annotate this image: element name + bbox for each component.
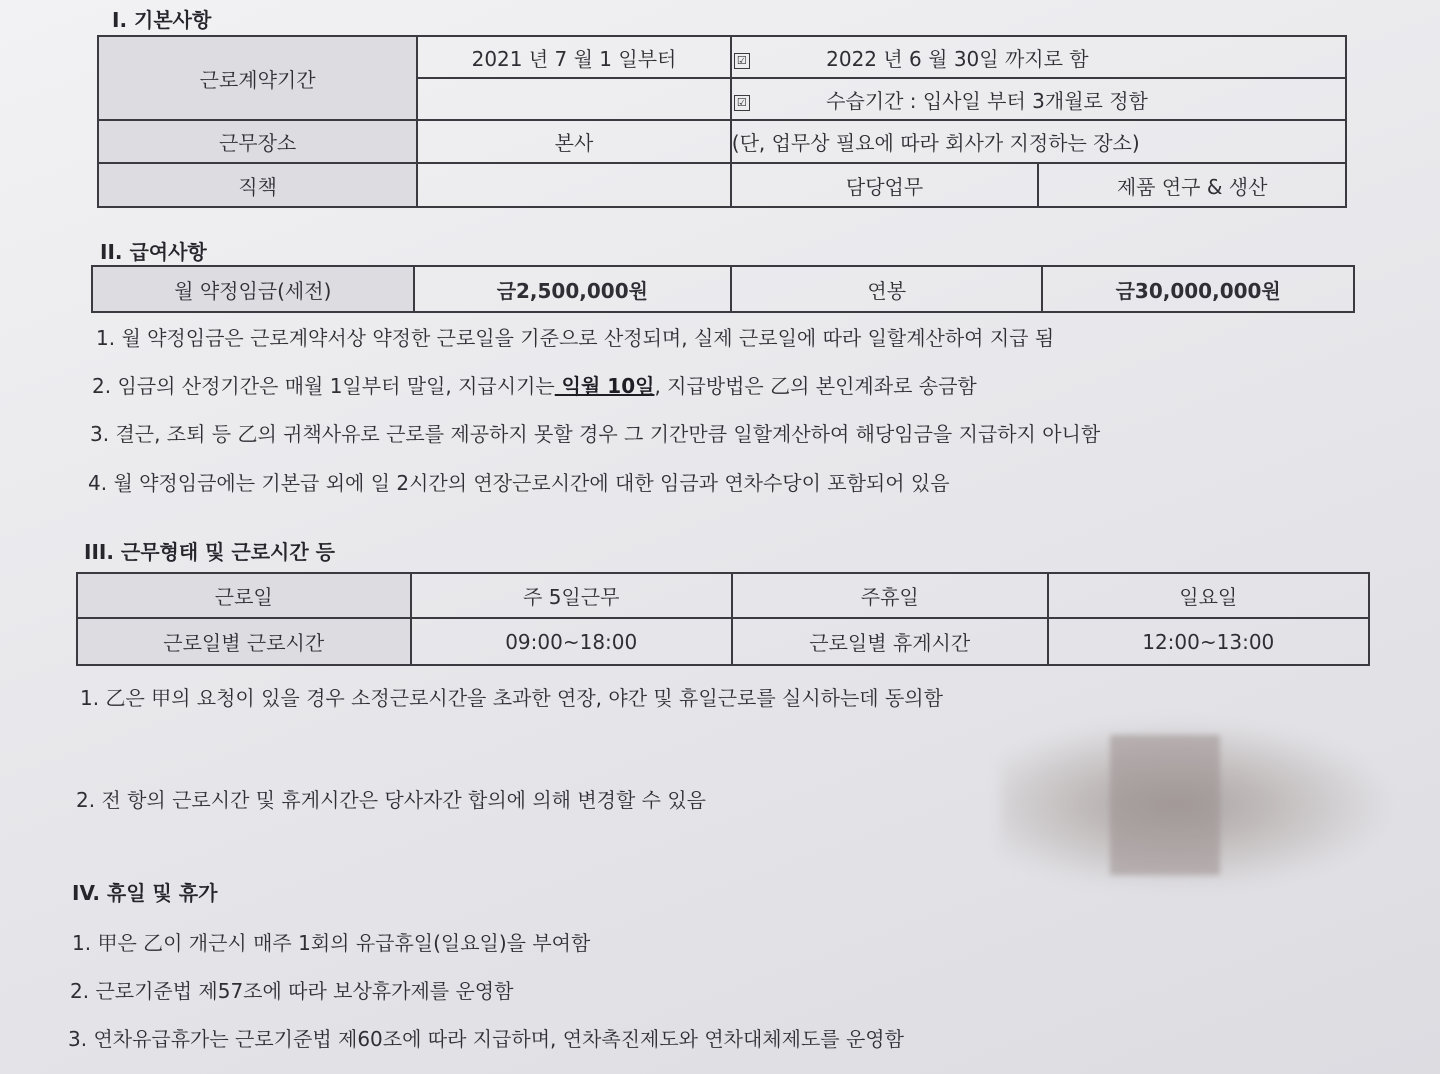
salary-item-2-post: , 지급방법은 乙의 본인계좌로 송금함 (654, 374, 977, 398)
workplace-label: 근무장소 (98, 120, 417, 163)
section2-heading: II. 급여사항 (100, 240, 207, 264)
position-label: 직책 (98, 163, 417, 207)
checkbox-icon: ☑ (734, 95, 750, 111)
probation-cell (731, 78, 1346, 120)
workplace-note: (단, 업무상 필요에 따라 회사가 지정하는 장소) (731, 120, 1346, 163)
leave-item-1: 1. 甲은 乙이 개근시 매주 1회의 유급휴일(일요일)을 부여함 (72, 931, 591, 955)
salary-item-4: 4. 월 약정임금에는 기본급 외에 일 2시간의 연장근로시간에 대한 임금과 연차수당이 포함되어 있음 (88, 471, 950, 495)
leave-item-2: 2. 근로기준법 제57조에 따라 보상휴가제를 운영함 (70, 979, 514, 1003)
annual-salary-label: 연봉 (731, 266, 1042, 312)
weekly-off-label: 주휴일 (732, 573, 1048, 618)
salary-item-3: 3. 결근, 조퇴 등 乙의 귀책사유로 근로를 제공하지 못할 경우 그 기간만큼 일할계산하여 해당임금을 지급하지 아니함 (90, 422, 1101, 446)
workday-label: 근로일 (77, 573, 411, 618)
duty-value: 제품 연구 & 생산 (1038, 163, 1346, 207)
salary-item-1: 1. 월 약정임금은 근로계약서상 약정한 근로일을 기준으로 산정되며, 실제 근로일에 따라 일할계산하여 지급 됨 (96, 326, 1055, 350)
leave-item-3: 3. 연차유급휴가는 근로기준법 제60조에 따라 지급하며, 연차촉진제도와 연차대체제도를 운영함 (68, 1027, 904, 1051)
duty-label: 담당업무 (731, 163, 1039, 207)
start-date: 2021 년 7 월 1 일부터 (417, 36, 731, 78)
break-time-value: 12:00~13:00 (1048, 618, 1369, 665)
annual-salary-value: 금30,000,000원 (1042, 266, 1354, 312)
salary-table (91, 265, 1355, 313)
section4-heading: IV. 휴일 및 휴가 (72, 881, 218, 905)
basic-info-table (97, 35, 1347, 208)
workday-value: 주 5일근무 (411, 573, 732, 618)
salary-item-2-pre: 2. 임금의 산정기간은 매월 1일부터 말일, 지급시기는 (92, 374, 555, 398)
redacted-seal-blur (1110, 735, 1220, 875)
section1-heading: I. 기본사항 (112, 8, 212, 32)
work-hours-value: 09:00~18:00 (411, 618, 732, 665)
work-hours-table (76, 572, 1370, 666)
end-date: 2022 년 6 월 30일 까지로 함 (826, 46, 1089, 71)
workplace-value: 본사 (417, 120, 731, 163)
empty-cell (417, 78, 731, 120)
weekly-off-value: 일요일 (1048, 573, 1369, 618)
section3-heading: III. 근무형태 및 근로시간 등 (84, 540, 335, 564)
checkbox-icon: ☑ (734, 53, 750, 69)
break-time-label: 근로일별 휴게시간 (732, 618, 1048, 665)
work-item-2: 2. 전 항의 근로시간 및 휴게시간은 당사자간 합의에 의해 변경할 수 있음 (76, 788, 706, 812)
position-value (417, 163, 731, 207)
end-date-cell (731, 36, 1346, 78)
contract-period-label: 근로계약기간 (98, 36, 417, 120)
monthly-wage-value: 금2,500,000원 (414, 266, 732, 312)
probation-text: 수습기간 : 입사일 부터 3개월로 정함 (826, 88, 1148, 113)
salary-item-2 (92, 370, 977, 399)
monthly-wage-label: 월 약정임금(세전) (92, 266, 414, 312)
payday-emphasis: 익월 10일 (554, 374, 655, 398)
work-hours-label: 근로일별 근로시간 (77, 618, 411, 665)
work-item-1: 1. 乙은 甲의 요청이 있을 경우 소정근로시간을 초과한 연장, 야간 및 휴일근로를 실시하는데 동의함 (80, 686, 943, 710)
